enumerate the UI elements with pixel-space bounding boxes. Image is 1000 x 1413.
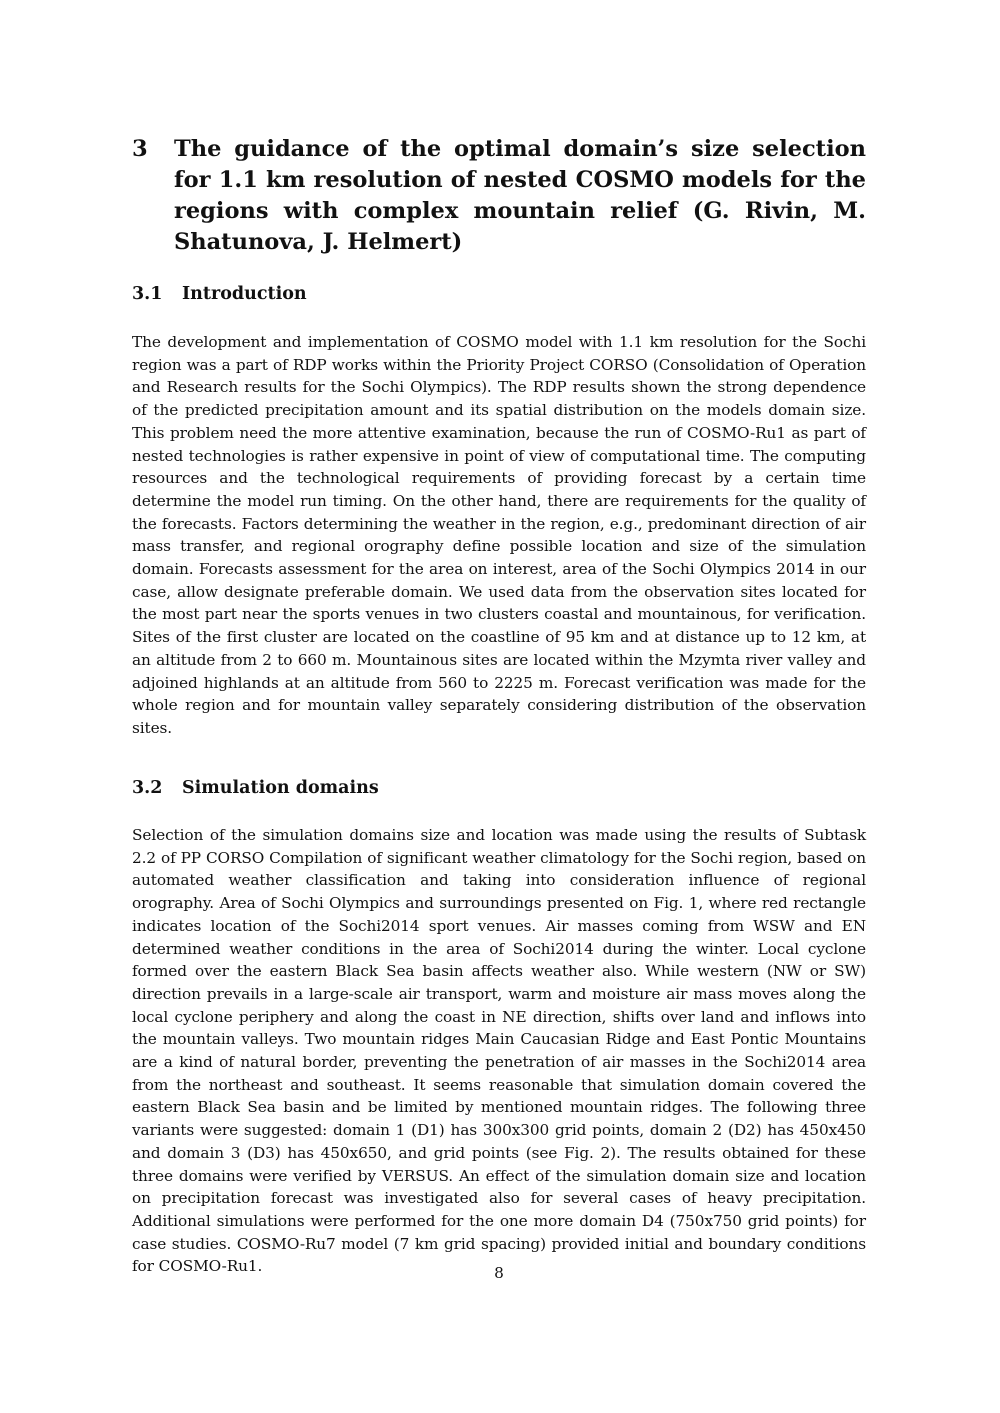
- section-heading: [132, 134, 866, 258]
- section-number: 3: [132, 136, 148, 162]
- introduction-paragraph: The development and implementation of COSMO model with 1.1 km resolution for the Sochi region was a part of RDP works within the Priority Project CORSO (Consolidation of Operation and Research results for the Sochi Olympics). The RDP results shown the strong dependence of the predicted precipitation amount and its spatial distribution on the models domain size. This problem need the more attentive examination, because the run of COSMO-Ru1 as part of nested technologies is rather expensive in point of view of computational time. The computing resources and the technological requirements of providing forecast by a certain time determine the model run timing. On the other hand, there are requirements for the quality of the forecasts. Factors determining the weather in the region, e.g., predominant direction of air mass transfer, and regional orography define possible location and size of the simulation domain. Forecasts assessment for the area on interest, area of the Sochi Olympics 2014 in our case, allow designate preferable domain. We used data from the observation sites located for the most part near the sports venues in two clusters coastal and mountainous, for verification. Sites of the first cluster are located on the coastline of 95 km and at distance up to 12 km, at an altitude from 2 to 660 m. Mountainous sites are located within the Mzymta river valley and adjoined highlands at an altitude from 560 to 2225 m. Forecast verification was made for the whole region and for mountain valley separately considering distribution of the observation sites.: [132, 333, 866, 737]
- section-title: The guidance of the optimal domain’s size selection for 1.1 km resolution of nested COSMO models for the regions with complex mountain relief (G. Rivin, M. Shatunova, J. Helmert): [174, 136, 866, 255]
- simulation-domains-paragraph: Selection of the simulation domains size and location was made using the results of Subtask 2.2 of PP CORSO Compilation of significant weather climatology for the Sochi region, based on automated weather classification and taking into consideration influence of regional orography. Area of Sochi Olympics and surroundings presented on Fig. 1, where red rectangle indicates location of the Sochi2014 sport venues. Air masses coming from WSW and EN determined weather conditions in the area of Sochi2014 during the winter. Local cyclone formed over the eastern Black Sea basin affects weather also. While western (NW or SW) direction prevails in a large-scale air transport, warm and moisture air mass moves along the local cyclone periphery and along the coast in NE direction, shifts over land and inflows into the mountain valleys. Two mountain ridges Main Caucasian Ridge and East Pontic Mountains are a kind of natural border, preventing the penetration of air masses in the Sochi2014 area from the northeast and southeast. It seems reasonable that simulation domain covered the eastern Black Sea basin and be limited by mentioned mountain ridges. The following three variants were suggested: domain 1 (D1) has 300x300 grid points, domain 2 (D2) has 450x450 and domain 3 (D3) has 450x650, and grid points (see Fig. 2). The results obtained for these three domains were verified by VERSUS. An effect of the simulation domain size and location on precipitation forecast was investigated also for several cases of heavy precipitation. Additional simulations were performed for the one more domain D4 (750x750 grid points) for case studies. COSMO-Ru7 model (7 km grid spacing) provided initial and boundary conditions for COSMO-Ru1.: [132, 826, 866, 1276]
- subsection-heading-simulation-domains: [132, 775, 866, 801]
- subsection-number: 3.1: [132, 284, 163, 304]
- subsection-title: Simulation domains: [182, 778, 379, 798]
- subsection-title: Introduction: [182, 284, 307, 304]
- subsection-number: 3.2: [132, 778, 163, 798]
- subsection-heading-introduction: [132, 281, 866, 307]
- page-number: 8: [494, 1264, 504, 1282]
- document-page: [132, 0, 866, 1413]
